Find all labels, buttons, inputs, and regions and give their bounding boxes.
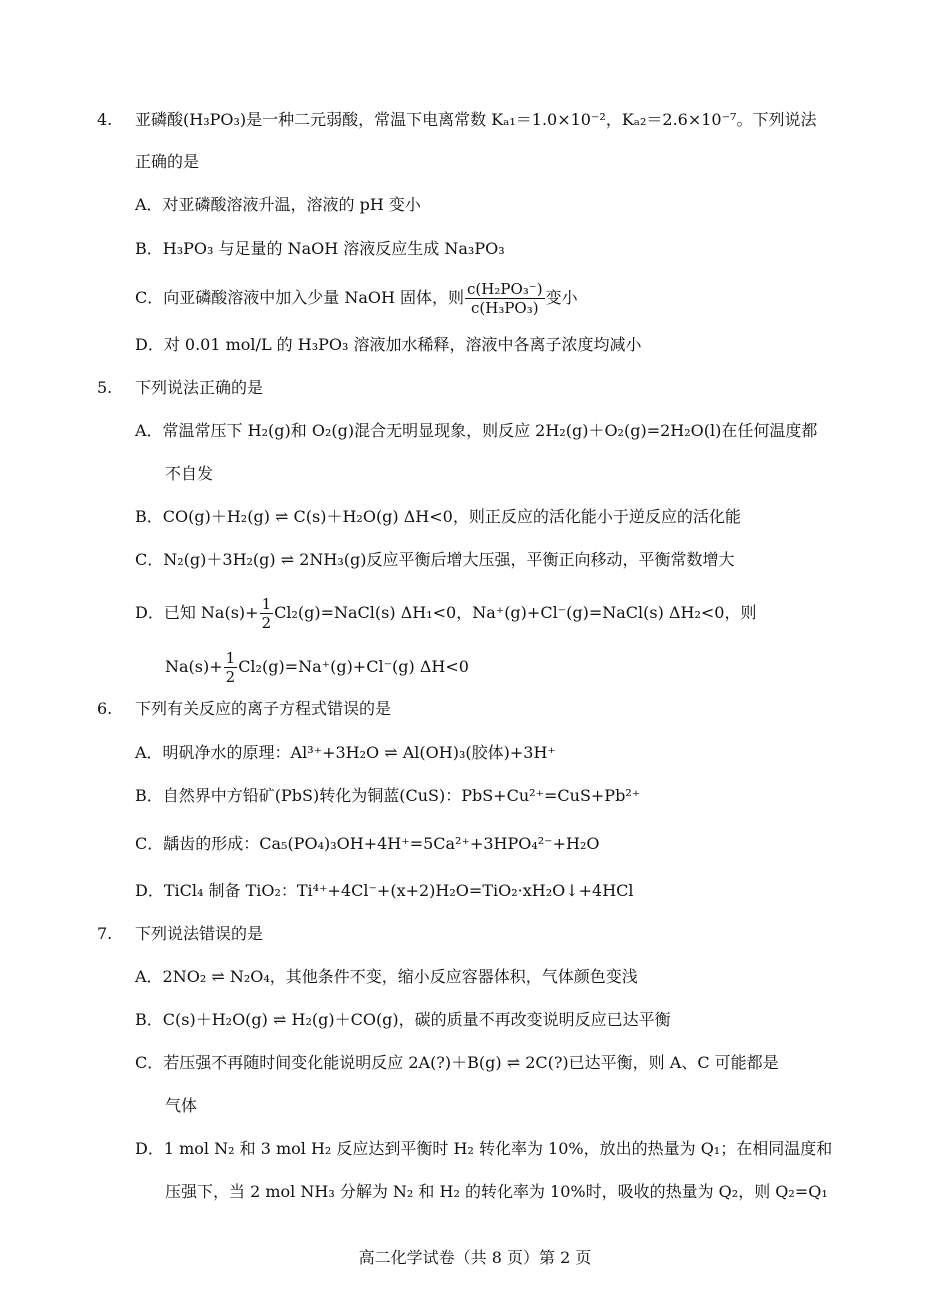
question-number: 5. <box>97 378 113 397</box>
fraction-numerator: c(H₂PO₃⁻) <box>467 280 543 298</box>
option-b: B．C(s)＋H₂O(g) ⇌ H₂(g)＋CO(g)，碳的质量不再改变说明反应已达平衡 <box>135 1010 671 1029</box>
option-d: D．对 0.01 mol/L 的 H₃PO₃ 溶液加水稀释，溶液中各离子浓度均减小 <box>135 335 642 354</box>
option-c <box>135 280 578 317</box>
question-stem: 下列说法正确的是 <box>135 378 264 397</box>
question-stem: 亚磷酸(H₃PO₃)是一种二元弱酸，常温下电离常数 Kₐ₁＝1.0×10⁻²，Kₐ₂＝2.6×10⁻⁷。下列说法 <box>135 110 817 129</box>
option-a-continued: 不自发 <box>165 464 214 483</box>
fraction-denominator: c(H₃PO₃) <box>470 299 539 317</box>
question-stem-continued: 正确的是 <box>135 152 200 171</box>
option-d2-suffix: Cl₂(g)=Na⁺(g)+Cl⁻(g) ΔH<0 <box>238 657 469 676</box>
option-d-continued <box>165 649 469 686</box>
option-c-suffix: 变小 <box>545 288 578 307</box>
option-b: B．自然界中方铅矿(PbS)转化为铜蓝(CuS)：PbS+Cu²⁺=CuS+Pb²⁺ <box>135 786 641 805</box>
option-a: A．常温常压下 H₂(g)和 O₂(g)混合无明显现象，则反应 2H₂(g)＋O₂(g)=2H₂O(l)在任何温度都 <box>135 421 818 440</box>
question-stem: 下列有关反应的离子方程式错误的是 <box>135 699 392 718</box>
option-a: A．对亚磷酸溶液升温，溶液的 pH 变小 <box>135 195 421 214</box>
fraction-numerator: 1 <box>225 649 236 667</box>
question-number: 7. <box>97 924 113 943</box>
option-a: A．明矾净水的原理：Al³⁺+3H₂O ⇌ Al(OH)₃(胶体)+3H⁺ <box>135 743 556 762</box>
option-c: C．若压强不再随时间变化能说明反应 2A(?)＋B(g) ⇌ 2C(?)已达平衡，则 A、C 可能都是 <box>135 1053 779 1072</box>
option-c-continued: 气体 <box>165 1096 198 1115</box>
option-a: A．2NO₂ ⇌ N₂O₄，其他条件不变，缩小反应容器体积，气体颜色变浅 <box>135 967 638 986</box>
question-number: 6. <box>97 699 113 718</box>
option-d: D．TiCl₄ 制备 TiO₂：Ti⁴⁺+4Cl⁻+(x+2)H₂O=TiO₂·xH₂O↓+4HCl <box>135 881 634 900</box>
option-c: C．N₂(g)＋3H₂(g) ⇌ 2NH₃(g)反应平衡后增大压强，平衡正向移动，平衡常数增大 <box>135 550 735 569</box>
option-c: C．龋齿的形成：Ca₅(PO₄)₃OH+4H⁺=5Ca²⁺+3HPO₄²⁻+H₂O <box>135 834 600 853</box>
half-fraction <box>260 595 274 632</box>
option-d-prefix: D．已知 Na(s)+ <box>135 603 259 622</box>
option-d-suffix: Cl₂(g)=NaCl(s) ΔH₁<0，Na⁺(g)+Cl⁻(g)=NaCl(s) ΔH₂<0，则 <box>274 603 757 622</box>
question-stem: 下列说法错误的是 <box>135 924 264 943</box>
option-b: B．CO(g)＋H₂(g) ⇌ C(s)＋H₂O(g) ΔH<0，则正反应的活化能小于逆反应的活化能 <box>135 507 741 526</box>
option-c-prefix: C．向亚磷酸溶液中加入少量 NaOH 固体，则 <box>135 288 465 307</box>
option-d: D．1 mol N₂ 和 3 mol H₂ 反应达到平衡时 H₂ 转化率为 10%，放出的热量为 Q₁；在相同温度和 <box>135 1139 833 1158</box>
fraction-numerator: 1 <box>261 595 272 613</box>
option-d2-prefix: Na(s)+ <box>165 657 223 676</box>
fraction-denominator: 2 <box>225 668 236 686</box>
page-footer: 高二化学试卷（共 8 页）第 2 页 <box>358 1248 592 1267</box>
fraction-denominator: 2 <box>261 614 272 632</box>
concentration-fraction <box>465 280 545 317</box>
option-d <box>135 595 756 632</box>
question-number: 4. <box>97 110 113 129</box>
option-d-continued: 压强下，当 2 mol NH₃ 分解为 N₂ 和 H₂ 的转化率为 10%时，吸收的热量为 Q₂，则 Q₂=Q₁ <box>165 1182 828 1201</box>
option-b: B．H₃PO₃ 与足量的 NaOH 溶液反应生成 Na₃PO₃ <box>135 239 505 258</box>
half-fraction <box>224 649 238 686</box>
